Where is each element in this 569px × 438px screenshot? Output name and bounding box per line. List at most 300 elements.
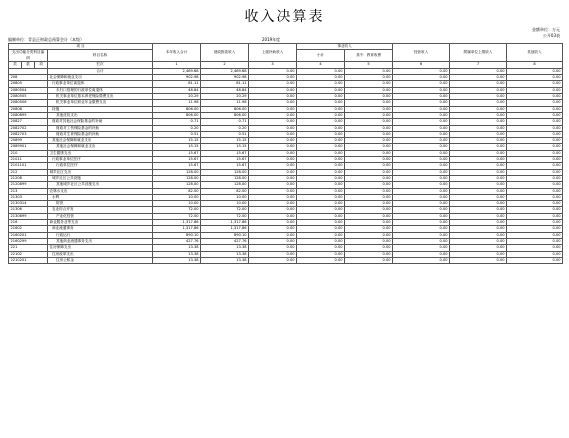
- row-name: 卫生健康支出: [48, 150, 153, 156]
- row-value: 0.00: [297, 220, 345, 226]
- row-value: 0.00: [393, 75, 450, 81]
- row-value: 0.00: [450, 157, 507, 163]
- row-value: 0.00: [297, 169, 345, 175]
- header-operating: 经营收入: [393, 44, 450, 62]
- row-value: 0.00: [297, 150, 345, 156]
- row-value: 0.00: [345, 94, 393, 100]
- row-value: 0.00: [450, 100, 507, 106]
- header-subtotal: 小计: [297, 50, 345, 62]
- row-value: 0.00: [507, 150, 563, 156]
- row-value: 0.00: [297, 245, 345, 251]
- row-value: 0.00: [450, 138, 507, 144]
- col-num: 1: [153, 61, 201, 68]
- row-value: 0.00: [249, 194, 297, 200]
- row-value: 15.67: [201, 157, 249, 163]
- header-code: 支出功能分类科目编码: [9, 50, 48, 62]
- row-code: 2210201: [9, 257, 48, 263]
- header-business: 事业收入: [297, 44, 393, 50]
- row-name: 农林水支出: [48, 188, 153, 194]
- row-value: 0.00: [450, 251, 507, 257]
- row-value: 0.00: [297, 207, 345, 213]
- header-lei: 类: [9, 61, 22, 68]
- row-value: 0.00: [393, 182, 450, 188]
- total-value: 0.00: [345, 68, 393, 74]
- row-value: 0.71: [153, 119, 201, 125]
- row-value: 0.00: [393, 81, 450, 87]
- row-value: 0.00: [507, 157, 563, 163]
- header-fiscal: 财政拨款收入: [201, 44, 249, 62]
- row-value: 0.00: [393, 245, 450, 251]
- row-value: 15.67: [153, 157, 201, 163]
- row-value: 0.00: [507, 163, 563, 169]
- row-value: 0.00: [507, 207, 563, 213]
- row-value: 72.00: [153, 207, 201, 213]
- row-value: 0.00: [507, 75, 563, 81]
- row-value: 0.00: [297, 106, 345, 112]
- header-xiang: 项: [35, 61, 48, 68]
- row-code: 2130699: [9, 213, 48, 219]
- row-value: 0.00: [393, 87, 450, 93]
- row-value: 128.00: [201, 182, 249, 188]
- row-value: 0.00: [450, 125, 507, 131]
- row-value: 0.00: [345, 188, 393, 194]
- row-value: 15.15: [201, 144, 249, 150]
- row-value: 0.71: [201, 119, 249, 125]
- table-row: [9, 257, 563, 263]
- row-code: 2080505: [9, 94, 48, 100]
- row-value: 0.00: [249, 175, 297, 181]
- row-value: 15.67: [153, 150, 201, 156]
- row-value: 0.00: [249, 131, 297, 137]
- row-value: 0.00: [393, 119, 450, 125]
- row-value: 0.00: [249, 125, 297, 131]
- row-value: 0.00: [507, 81, 563, 87]
- row-value: 0.00: [345, 182, 393, 188]
- col-num: 6: [393, 61, 450, 68]
- row-value: 0.00: [249, 220, 297, 226]
- row-value: 72.00: [153, 213, 201, 219]
- row-value: 0.00: [249, 182, 297, 188]
- row-value: 0.00: [393, 131, 450, 137]
- row-value: 11.98: [153, 100, 201, 106]
- row-value: 0.00: [249, 207, 297, 213]
- row-code: 2082702: [9, 125, 48, 131]
- row-value: 0.00: [507, 169, 563, 175]
- row-value: 0.00: [297, 163, 345, 169]
- row-value: 0.00: [393, 201, 450, 207]
- row-name: 机关事业单位职业年金缴费支出: [48, 100, 153, 106]
- row-value: 0.00: [450, 182, 507, 188]
- row-value: 0.00: [249, 75, 297, 81]
- row-value: 0.00: [393, 257, 450, 263]
- row-value: 0.00: [393, 194, 450, 200]
- row-value: 0.00: [345, 112, 393, 118]
- row-value: 0.00: [450, 150, 507, 156]
- row-value: 0.00: [507, 87, 563, 93]
- row-value: 15.67: [201, 163, 249, 169]
- row-value: 0.00: [393, 169, 450, 175]
- row-value: 0.00: [249, 106, 297, 112]
- row-value: 0.00: [345, 169, 393, 175]
- row-value: 0.00: [297, 112, 345, 118]
- row-value: 0.00: [393, 238, 450, 244]
- row-value: 0.00: [297, 157, 345, 163]
- row-value: 13.38: [201, 257, 249, 263]
- total-value: 0.00: [450, 68, 507, 74]
- row-value: 15.15: [153, 144, 201, 150]
- row-value: 48.84: [153, 87, 201, 93]
- row-value: 0.20: [153, 125, 201, 131]
- row-value: 0.00: [393, 138, 450, 144]
- row-name: 财政对工伤保险基金的补助: [48, 125, 153, 131]
- header-lanci: 栏次: [48, 61, 153, 68]
- row-code: 210: [9, 150, 48, 156]
- row-name: 住房保障支出: [48, 245, 153, 251]
- row-value: 0.00: [393, 94, 450, 100]
- row-value: 890.10: [201, 232, 249, 238]
- row-name: 其他城乡社区公共设施支出: [48, 182, 153, 188]
- row-value: 0.00: [297, 257, 345, 263]
- row-value: 0.00: [345, 201, 393, 207]
- row-value: 15.15: [153, 138, 201, 144]
- row-value: 0.00: [297, 226, 345, 232]
- row-value: 0.00: [297, 119, 345, 125]
- row-value: 0.00: [345, 213, 393, 219]
- header-edu-fee: 其中：教育收费: [345, 50, 393, 62]
- row-value: 0.00: [393, 125, 450, 131]
- row-value: 0.00: [450, 257, 507, 263]
- row-code: 2082703: [9, 131, 48, 137]
- row-value: 0.00: [450, 81, 507, 87]
- col-num: 3: [249, 61, 297, 68]
- row-code: 2080899: [9, 112, 48, 118]
- table-number: 公开03表: [542, 33, 560, 38]
- row-value: 0.00: [393, 100, 450, 106]
- row-value: 0.00: [393, 175, 450, 181]
- row-value: 0.00: [393, 207, 450, 213]
- row-value: 0.00: [297, 188, 345, 194]
- row-name: 其他社会保障和就业支出: [48, 144, 153, 150]
- row-code: 21602: [9, 226, 48, 232]
- row-value: 0.00: [249, 169, 297, 175]
- row-name: 住房改革支出: [48, 251, 153, 257]
- row-value: 0.00: [507, 94, 563, 100]
- row-name: 社会保障和就业支出: [48, 75, 153, 81]
- row-code: 2101101: [9, 163, 48, 169]
- row-value: 0.00: [450, 131, 507, 137]
- row-value: 902.98: [153, 75, 201, 81]
- row-value: 427.76: [153, 238, 201, 244]
- row-value: 0.00: [450, 87, 507, 93]
- col-num: 8: [507, 61, 563, 68]
- row-value: 1,317.86: [201, 220, 249, 226]
- row-name: 抚恤: [48, 106, 153, 112]
- row-value: 0.00: [297, 201, 345, 207]
- row-value: 0.00: [345, 119, 393, 125]
- row-value: 128.00: [153, 175, 201, 181]
- row-value: 0.00: [345, 138, 393, 144]
- row-value: 0.00: [297, 75, 345, 81]
- total-value: 2,489.68: [201, 68, 249, 74]
- row-name: 农业综合开发: [48, 207, 153, 213]
- organization-label: 编制单位：青县正财政总预算会计（本级）: [8, 37, 84, 42]
- row-value: 0.00: [507, 182, 563, 188]
- row-value: 0.00: [297, 131, 345, 137]
- row-value: 0.00: [450, 75, 507, 81]
- row-value: 0.00: [450, 238, 507, 244]
- header-name: 科目名称: [48, 50, 153, 62]
- row-code: 208: [9, 75, 48, 81]
- row-value: 0.00: [393, 144, 450, 150]
- row-value: 0.00: [297, 251, 345, 257]
- row-code: 212: [9, 169, 48, 175]
- row-value: 0.00: [450, 207, 507, 213]
- row-value: 0.51: [153, 131, 201, 137]
- row-value: 0.00: [345, 106, 393, 112]
- row-value: 0.00: [507, 188, 563, 194]
- row-name: 行政事业单位医疗: [48, 157, 153, 163]
- row-value: 0.00: [507, 201, 563, 207]
- row-value: 0.00: [345, 150, 393, 156]
- row-value: 0.00: [393, 220, 450, 226]
- row-value: 48.84: [201, 87, 249, 93]
- row-value: 0.00: [507, 100, 563, 106]
- row-value: 0.00: [345, 257, 393, 263]
- row-value: 15.67: [201, 150, 249, 156]
- row-code: 2080504: [9, 87, 48, 93]
- row-value: 0.00: [249, 150, 297, 156]
- row-value: 0.51: [201, 131, 249, 137]
- row-value: 13.38: [153, 245, 201, 251]
- row-value: 0.00: [450, 94, 507, 100]
- row-code: 20899: [9, 138, 48, 144]
- row-value: 0.00: [297, 175, 345, 181]
- row-value: 0.00: [507, 194, 563, 200]
- total-value: 0.00: [507, 68, 563, 74]
- col-num: 2: [201, 61, 249, 68]
- unit-label: 金额单位：万元: [532, 27, 560, 32]
- row-value: 0.00: [393, 213, 450, 219]
- row-value: 11.98: [201, 100, 249, 106]
- col-num: 5: [345, 61, 393, 68]
- row-value: 0.00: [249, 213, 297, 219]
- row-value: 0.00: [450, 106, 507, 112]
- income-table: [8, 43, 563, 264]
- row-value: 0.00: [507, 175, 563, 181]
- row-value: 0.00: [297, 125, 345, 131]
- row-value: 0.00: [450, 232, 507, 238]
- row-value: 0.00: [393, 106, 450, 112]
- row-value: 0.00: [297, 81, 345, 87]
- row-code: 20805: [9, 81, 48, 87]
- row-value: 0.00: [345, 87, 393, 93]
- row-value: 0.00: [345, 232, 393, 238]
- row-code: 2130314: [9, 201, 48, 207]
- row-value: 0.00: [345, 131, 393, 137]
- row-name: 住房公积金: [48, 257, 153, 263]
- row-value: 0.00: [450, 201, 507, 207]
- header-kuan: 款: [22, 61, 35, 68]
- row-value: 0.00: [249, 81, 297, 87]
- row-value: 0.00: [297, 144, 345, 150]
- row-value: 0.00: [345, 175, 393, 181]
- row-code: 2160201: [9, 232, 48, 238]
- row-value: 72.00: [201, 207, 249, 213]
- total-value: 2,489.68: [153, 68, 201, 74]
- row-value: 902.98: [201, 75, 249, 81]
- row-value: 0.00: [249, 163, 297, 169]
- row-value: 0.00: [297, 232, 345, 238]
- row-value: 0.00: [297, 100, 345, 106]
- row-value: 0.00: [507, 232, 563, 238]
- row-value: 0.00: [345, 207, 393, 213]
- row-value: 0.00: [297, 182, 345, 188]
- row-value: 0.00: [345, 100, 393, 106]
- row-value: 13.38: [201, 251, 249, 257]
- row-value: 0.00: [393, 232, 450, 238]
- row-value: 0.00: [507, 226, 563, 232]
- row-value: 15.67: [153, 163, 201, 169]
- report-title: 收入决算表: [244, 9, 325, 25]
- row-value: 0.00: [345, 220, 393, 226]
- row-value: 427.76: [201, 238, 249, 244]
- row-value: 0.00: [249, 87, 297, 93]
- row-code: 20827: [9, 119, 48, 125]
- row-name: 城乡社区公共设施: [48, 175, 153, 181]
- row-name: 水利: [48, 194, 153, 200]
- row-value: 0.20: [201, 125, 249, 131]
- total-value: 0.00: [297, 68, 345, 74]
- row-value: 0.00: [507, 119, 563, 125]
- row-value: 0.00: [507, 245, 563, 251]
- col-num: 7: [450, 61, 507, 68]
- row-value: 0.00: [345, 251, 393, 257]
- row-value: 0.00: [297, 238, 345, 244]
- row-value: 0.00: [297, 138, 345, 144]
- row-code: 2089901: [9, 144, 48, 150]
- total-label: 合计: [48, 68, 153, 74]
- row-value: 1,317.86: [153, 220, 201, 226]
- row-code: 21208: [9, 175, 48, 181]
- header-superior: 上级补助收入: [249, 44, 297, 62]
- row-value: 0.00: [507, 238, 563, 244]
- row-value: 0.00: [450, 194, 507, 200]
- row-value: 0.00: [345, 81, 393, 87]
- row-value: 0.00: [393, 112, 450, 118]
- row-value: 890.10: [153, 232, 201, 238]
- row-name: 其他商业流通事务支出: [48, 238, 153, 244]
- row-name: 商业流通事务: [48, 226, 153, 232]
- row-name: 财政对其他社会保险基金的补助: [48, 119, 153, 125]
- row-value: 82.00: [153, 188, 201, 194]
- row-name: 其他优抚支出: [48, 112, 153, 118]
- row-value: 0.00: [249, 245, 297, 251]
- header-other: 其他收入: [507, 44, 563, 62]
- row-name: 财政对生育保险基金的补助: [48, 131, 153, 137]
- total-value: 0.00: [249, 68, 297, 74]
- row-name: 防汛: [48, 201, 153, 207]
- row-name: 产业化经营: [48, 213, 153, 219]
- row-value: 0.00: [345, 157, 393, 163]
- total-value: 0.00: [393, 68, 450, 74]
- row-value: 0.00: [249, 226, 297, 232]
- row-value: 13.38: [153, 257, 201, 263]
- row-code: 2160299: [9, 238, 48, 244]
- row-value: 0.00: [450, 226, 507, 232]
- row-code: 22102: [9, 251, 48, 257]
- row-value: 128.00: [201, 169, 249, 175]
- row-name: 未归口管理的行政单位离退休: [48, 87, 153, 93]
- row-value: 0.00: [249, 157, 297, 163]
- row-value: 0.00: [249, 112, 297, 118]
- row-value: 10.00: [201, 201, 249, 207]
- row-value: 0.00: [345, 245, 393, 251]
- row-value: 20.29: [153, 94, 201, 100]
- row-value: 0.00: [450, 144, 507, 150]
- row-code: 216: [9, 220, 48, 226]
- row-value: 0.00: [450, 175, 507, 181]
- row-value: 0.00: [249, 119, 297, 125]
- row-value: 0.00: [450, 245, 507, 251]
- row-value: 0.00: [393, 163, 450, 169]
- row-value: 0.00: [345, 238, 393, 244]
- row-value: 82.00: [201, 188, 249, 194]
- row-value: 0.00: [249, 144, 297, 150]
- row-name: 商业服务业等支出: [48, 220, 153, 226]
- row-code: 221: [9, 245, 48, 251]
- row-value: 0.00: [249, 94, 297, 100]
- row-value: 0.00: [249, 251, 297, 257]
- row-value: 0.00: [297, 94, 345, 100]
- row-value: 0.00: [507, 257, 563, 263]
- row-value: 1,317.86: [201, 226, 249, 232]
- row-value: 806.00: [201, 112, 249, 118]
- row-name: 行政事业单位离退休: [48, 81, 153, 87]
- row-value: 0.00: [297, 87, 345, 93]
- row-value: 0.00: [450, 188, 507, 194]
- row-value: 0.00: [450, 163, 507, 169]
- col-num: 4: [297, 61, 345, 68]
- row-code: 213: [9, 188, 48, 194]
- row-value: 0.00: [249, 257, 297, 263]
- row-value: 10.00: [153, 194, 201, 200]
- row-value: 0.00: [507, 213, 563, 219]
- row-value: 0.00: [297, 213, 345, 219]
- row-value: 0.00: [393, 157, 450, 163]
- row-code: 21306: [9, 207, 48, 213]
- row-name: 机关事业单位基本养老保险缴费支出: [48, 94, 153, 100]
- row-value: 0.00: [393, 251, 450, 257]
- row-value: 0.00: [507, 138, 563, 144]
- row-value: 0.00: [345, 163, 393, 169]
- row-value: 20.29: [201, 94, 249, 100]
- row-value: 10.00: [201, 194, 249, 200]
- row-value: 0.00: [249, 201, 297, 207]
- row-value: 0.00: [249, 188, 297, 194]
- row-value: 128.00: [201, 175, 249, 181]
- row-value: 0.00: [450, 220, 507, 226]
- row-name: 城乡社区支出: [48, 169, 153, 175]
- header-total: 本年收入合计: [153, 44, 201, 62]
- row-value: 0.00: [249, 138, 297, 144]
- row-value: 0.00: [297, 194, 345, 200]
- row-value: 0.00: [345, 226, 393, 232]
- row-value: 0.00: [393, 226, 450, 232]
- row-value: 0.00: [507, 251, 563, 257]
- row-value: 806.00: [153, 106, 201, 112]
- row-value: 0.00: [507, 106, 563, 112]
- row-value: 81.11: [201, 81, 249, 87]
